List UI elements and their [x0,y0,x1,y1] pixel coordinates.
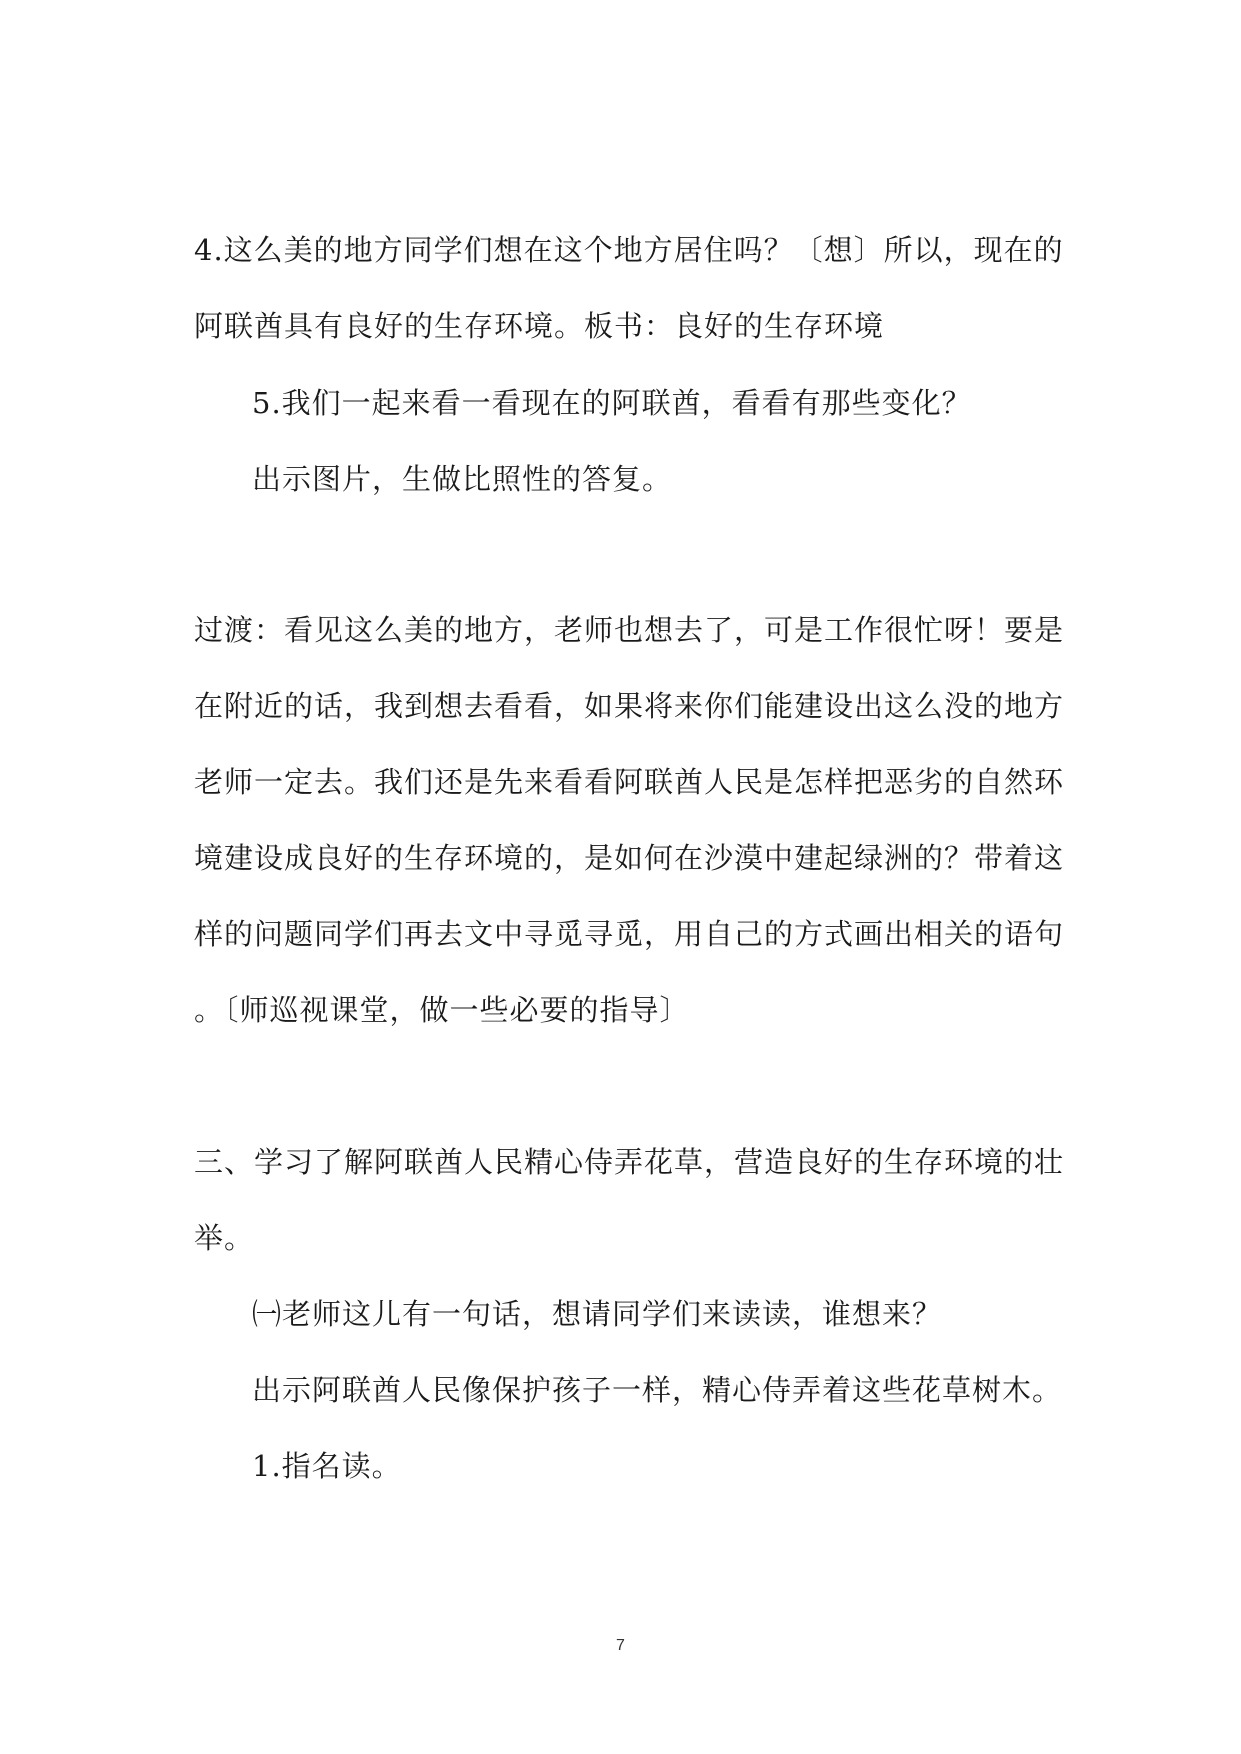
paragraph-line: 5.我们一起来看一看现在的阿联酋，看看有那些变化？ [252,386,972,420]
paragraph-line: 在附近的话，我到想去看看，如果将来你们能建设出这么没的地方 [194,689,1065,723]
paragraph-line: ㈠老师这儿有一句话，想请同学们来读读，谁想来？ [252,1297,943,1331]
paragraph-line: 出示阿联酋人民像保护孩子一样，精心侍弄着这些花草树木。 [252,1373,1063,1407]
paragraph-line: 出示图片，生做比照性的答复。 [252,462,673,496]
page-number: 7 [616,1637,625,1654]
paragraph-line: 阿联酋具有良好的生存环境。板书：良好的生存环境 [194,309,885,343]
paragraph-line: 老师一定去。我们还是先来看看阿联酋人民是怎样把恶劣的自然环 [194,765,1065,799]
paragraph-line: 过渡：看见这么美的地方，老师也想去了，可是工作很忙呀！要是 [194,613,1065,647]
paragraph-line: 1.指名读。 [252,1449,402,1483]
paragraph-line: 样的问题同学们再去文中寻觅寻觅，用自己的方式画出相关的语句 [194,917,1065,951]
section-heading-line: 举。 [194,1221,255,1255]
paragraph-line: 。〔师巡视课堂，做一些必要的指导〕 [194,993,690,1027]
section-heading-line: 三、学习了解阿联酋人民精心侍弄花草，营造良好的生存环境的壮 [194,1145,1065,1179]
paragraph-line: 境建设成良好的生存环境的，是如何在沙漠中建起绿洲的？带着这 [194,841,1065,875]
paragraph-line: 4.这么美的地方同学们想在这个地方居住吗？〔想〕所以，现在的 [194,233,1064,267]
